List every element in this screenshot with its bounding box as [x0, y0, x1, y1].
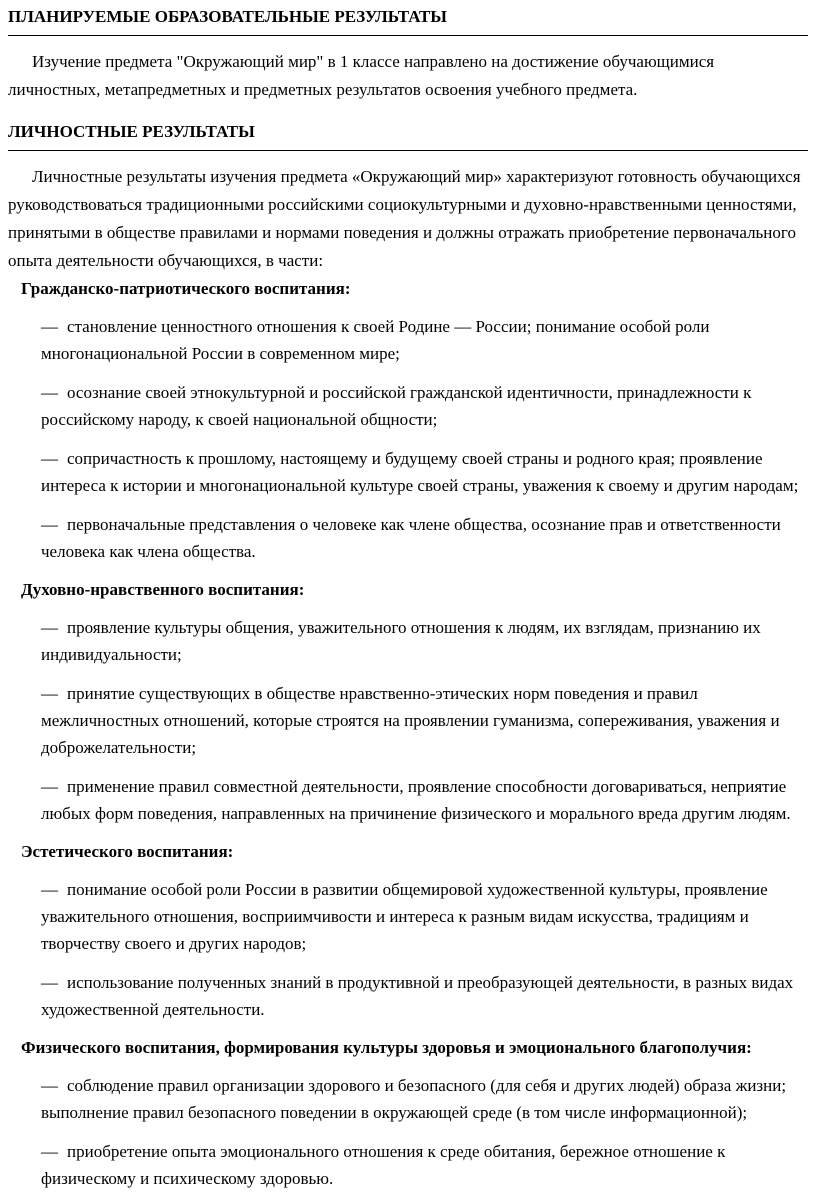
- list-item: [41, 680, 808, 761]
- list-item: [41, 511, 808, 565]
- group-title: Физического воспитания, формирования культуры здоровья и эмоционального благополучия:: [21, 1038, 752, 1057]
- list-item: [41, 614, 808, 668]
- list-item-text: приобретение опыта эмоционального отношения к среде обитания, бережное отношение к физическому и психическому здоровью.: [41, 1142, 726, 1188]
- list-item-text: первоначальные представления о человеке как члене общества, осознание прав и ответственности человека как члена общества.: [41, 515, 781, 561]
- personal-results-paragraph: Личностные результаты изучения предмета «Окружающий мир» характеризуют готовность обучающихся руководствоваться традиционными российскими социокультурными и духовно-нравственными ценностями, принятыми в обществе правилами и нормами поведения и должны отражать приобретение первоначального опыта деятельности обучающихся, в части:: [8, 167, 801, 270]
- list-item: [41, 313, 808, 367]
- list-item-text: становление ценностного отношения к своей Родине — России; понимание особой роли многонациональной России в современном мире;: [41, 317, 710, 363]
- intro-paragraph: Изучение предмета "Окружающий мир" в 1 классе направлено на достижение обучающимися личностных, метапредметных и предметных результатов освоения учебного предмета.: [8, 52, 715, 99]
- list-item: [41, 773, 808, 827]
- dash-marker: —: [41, 449, 58, 468]
- group-civic-patriotic: [8, 275, 808, 565]
- group-spiritual-moral: [8, 576, 808, 827]
- document-page: [8, 0, 808, 1192]
- list-item-text: осознание своей этнокультурной и российской гражданской идентичности, принадлежности к российскому народу, к своей национальной общности;: [41, 383, 752, 429]
- group-aesthetic: [8, 838, 808, 1023]
- list-item-text: сопричастность к прошлому, настоящему и будущему своей страны и родного края; проявление интереса к истории и многонациональной культуре своей страны, уважения к своему и другим народам;: [41, 449, 799, 495]
- dash-marker: —: [41, 880, 58, 899]
- dash-marker: —: [41, 383, 58, 402]
- dash-marker: —: [41, 684, 58, 703]
- list-item: [41, 876, 808, 957]
- group-physical-health: [8, 1034, 808, 1192]
- list-item-text: проявление культуры общения, уважительного отношения к людям, их взглядам, признанию их индивидуальности;: [41, 618, 761, 664]
- dash-marker: —: [41, 973, 58, 992]
- personal-results-heading: ЛИЧНОСТНЫЕ РЕЗУЛЬТАТЫ: [8, 115, 808, 151]
- dash-marker: —: [41, 1076, 58, 1095]
- group-title: Духовно-нравственного воспитания:: [21, 580, 305, 599]
- main-heading: ПЛАНИРУЕМЫЕ ОБРАЗОВАТЕЛЬНЫЕ РЕЗУЛЬТАТЫ: [8, 0, 808, 36]
- group-title: Гражданско-патриотического воспитания:: [21, 279, 351, 298]
- list-item-text: понимание особой роли России в развитии общемировой художественной культуры, проявление уважительного отношения, восприимчивости и интереса к разным видам искусства, традициям и творчеству своего и других народов;: [41, 880, 768, 953]
- list-item-text: принятие существующих в обществе нравственно-этических норм поведения и правил межличностных отношений, которые строятся на проявлении гуманизма, сопереживания, уважения и доброжелательности;: [41, 684, 780, 757]
- list-item-text: использование полученных знаний в продуктивной и преобразующей деятельности, в разных видах художественной деятельности.: [41, 973, 794, 1019]
- list-item: [41, 379, 808, 433]
- list-item: [41, 445, 808, 499]
- list-item-text: применение правил совместной деятельности, проявление способности договариваться, неприятие любых форм поведения, направленных на причинение физического и морального вреда другим людям.: [41, 777, 791, 823]
- dash-marker: —: [41, 618, 58, 637]
- list-item: [41, 1072, 808, 1126]
- dash-marker: —: [41, 1142, 58, 1161]
- dash-marker: —: [41, 317, 58, 336]
- group-title: Эстетического воспитания:: [21, 842, 234, 861]
- dash-marker: —: [41, 515, 58, 534]
- dash-marker: —: [41, 777, 58, 796]
- list-item-text: соблюдение правил организации здорового и безопасного (для себя и других людей) образа жизни; выполнение правил безопасного поведении в окружающей среде (в том числе информационной);: [41, 1076, 787, 1122]
- list-item: [41, 969, 808, 1023]
- list-item: [41, 1138, 808, 1192]
